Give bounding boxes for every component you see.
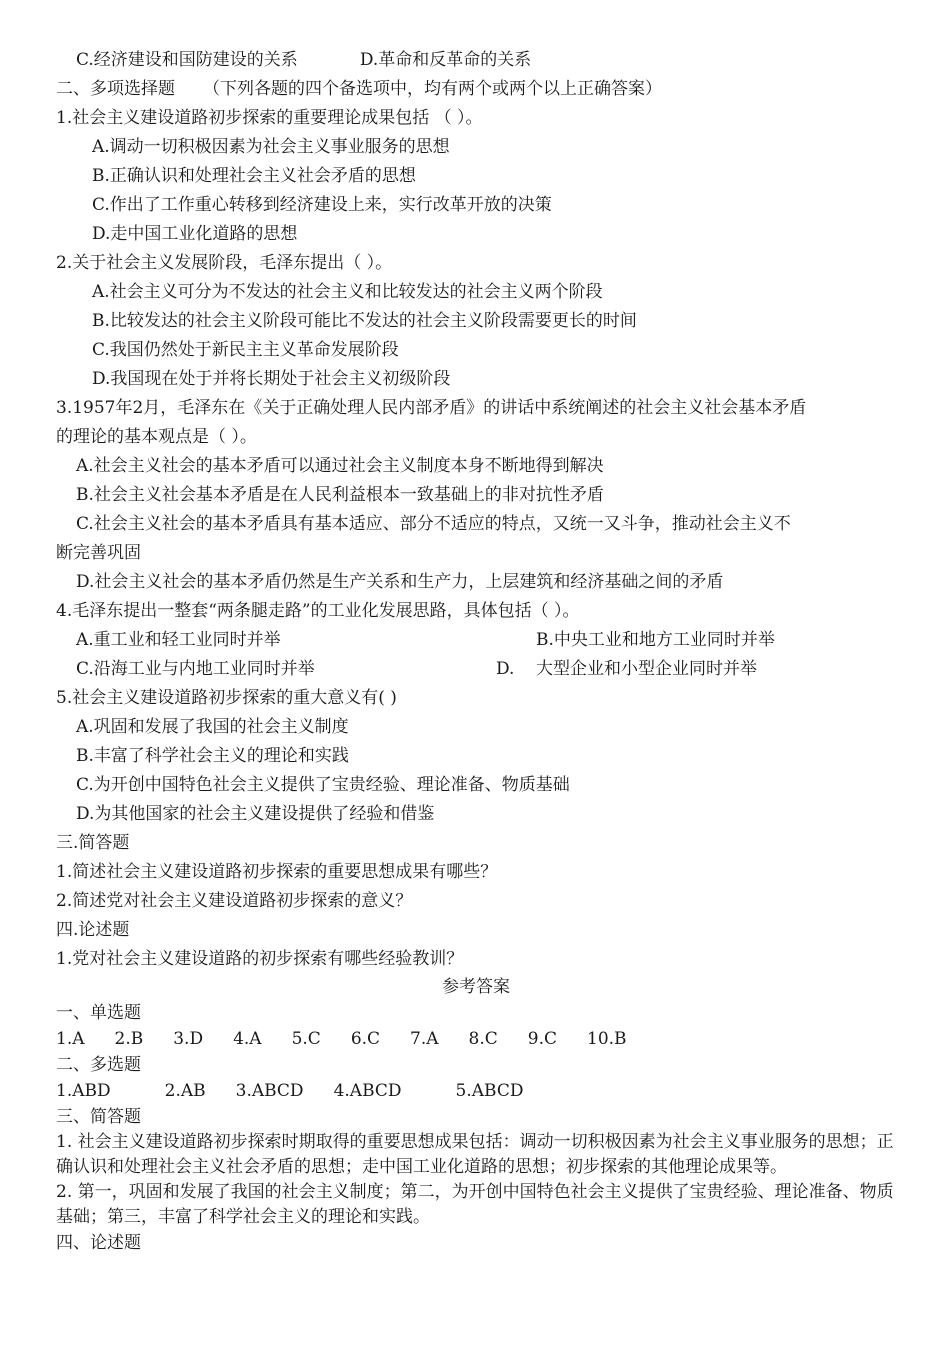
answer-item: 1.ABD bbox=[56, 1081, 111, 1101]
answers-essay-heading: 四、论述题 bbox=[56, 1233, 141, 1253]
question-option: C.我国仍然处于新民主主义革命发展阶段 bbox=[92, 340, 399, 360]
question-stem: 5.社会主义建设道路初步探索的重大意义有( ) bbox=[56, 688, 397, 708]
answer-item: 10.B bbox=[587, 1029, 627, 1049]
question-option: B.丰富了科学社会主义的理论和实践 bbox=[76, 746, 349, 766]
section-short-answer-heading: 三.简答题 bbox=[56, 833, 130, 853]
section-essay-heading: 四.论述题 bbox=[56, 920, 130, 940]
question-option: D.走中国工业化道路的思想 bbox=[92, 224, 298, 244]
question-stem: 4.毛泽东提出一整套“两条腿走路”的工业化发展思路，具体包括（ ）。 bbox=[56, 601, 580, 621]
section-multi-choice-heading bbox=[56, 75, 896, 104]
answer-item: 3.ABCD bbox=[235, 1081, 304, 1101]
essay-question: 1.党对社会主义建设道路的初步探索有哪些经验教训？ bbox=[56, 949, 464, 969]
question-option: B.比较发达的社会主义阶段可能比不发达的社会主义阶段需要更长的时间 bbox=[92, 311, 637, 331]
answers-single-heading: 一、单选题 bbox=[56, 1003, 141, 1023]
answer-item: 5.C bbox=[291, 1029, 321, 1049]
question-option: C.为开创中国特色社会主义提供了宝贵经验、理论准备、物质基础 bbox=[76, 775, 570, 795]
question-option: A.社会主义可分为不发达的社会主义和比较发达的社会主义两个阶段 bbox=[92, 282, 603, 302]
short-answer-question: 2.简述党对社会主义建设道路初步探索的意义？ bbox=[56, 891, 413, 911]
answers-multi-heading: 二、多选题 bbox=[56, 1055, 141, 1075]
question-option: C.沿海工业与内地工业同时并举 bbox=[76, 659, 315, 679]
question-option: A.社会主义社会的基本矛盾可以通过社会主义制度本身不断地得到解决 bbox=[76, 456, 604, 476]
answer-item: 6.C bbox=[350, 1029, 381, 1049]
answer-item: 7.A bbox=[410, 1029, 439, 1049]
question-option-row bbox=[56, 655, 896, 684]
answer-item: 9.C bbox=[527, 1029, 558, 1049]
answers-single-list bbox=[56, 1026, 896, 1052]
answers-short-heading: 三、简答题 bbox=[56, 1107, 141, 1127]
question-option: B.社会主义社会基本矛盾是在人民利益根本一致基础上的非对抗性矛盾 bbox=[76, 485, 604, 505]
answer-item: 1.A bbox=[56, 1029, 85, 1049]
document-page bbox=[56, 46, 896, 1256]
question-option: A.调动一切积极因素为社会主义事业服务的思想 bbox=[92, 137, 450, 157]
answer-item: 8.C bbox=[468, 1029, 498, 1049]
option-d: D.革命和反革命的关系 bbox=[359, 50, 532, 70]
question-option: D.我国现在处于并将长期处于社会主义初级阶段 bbox=[92, 369, 451, 389]
prev-question-options-cd bbox=[56, 46, 896, 75]
answers-multi-list bbox=[56, 1078, 896, 1104]
question-option: C.社会主义社会的基本矛盾具有基本适应、部分不适应的特点，又统一又斗争，推动社会主义不 bbox=[76, 514, 791, 534]
question-stem: 1.社会主义建设道路初步探索的重要理论成果包括 （ ）。 bbox=[56, 108, 483, 128]
option-c: C.经济建设和国防建设的关系 bbox=[76, 50, 298, 70]
question-option: D.社会主义社会的基本矛盾仍然是生产关系和生产力，上层建筑和经济基础之间的矛盾 bbox=[76, 572, 724, 592]
answer-item: 4.ABCD bbox=[333, 1081, 402, 1101]
answer-item: 5.ABCD bbox=[455, 1081, 524, 1101]
answer-paragraph: 1. 社会主义建设道路初步探索时期取得的重要思想成果包括：调动一切积极因素为社会主义事业服务的思想；正确认识和处理社会主义社会矛盾的思想；走中国工业化道路的思想；初步探索的其他理论成果等。 bbox=[56, 1132, 894, 1177]
answer-item: 4.A bbox=[233, 1029, 262, 1049]
section-note: （下列各题的四个备选项中，均有两个或两个以上正确答案） bbox=[203, 79, 662, 99]
question-option: B.中央工业和地方工业同时并举 bbox=[536, 630, 775, 650]
question-option-continued: 断完善巩固 bbox=[56, 543, 141, 563]
answer-item: 2.AB bbox=[164, 1081, 206, 1101]
question-option: C.作出了工作重心转移到经济建设上来，实行改革开放的决策 bbox=[92, 195, 552, 215]
question-option: A.巩固和发展了我国的社会主义制度 bbox=[76, 717, 349, 737]
answers-title: 参考答案 bbox=[442, 977, 510, 997]
question-option: D.为其他国家的社会主义建设提供了经验和借鉴 bbox=[76, 804, 435, 824]
question-stem: 3.1957年2月，毛泽东在《关于正确处理人民内部矛盾》的讲话中系统阐述的社会主义社会基本矛盾 bbox=[56, 398, 807, 418]
answer-item: 2.B bbox=[114, 1029, 144, 1049]
section-title: 二、多项选择题 bbox=[56, 79, 175, 99]
question-option: A.重工业和轻工业同时并举 bbox=[76, 630, 281, 650]
question-option: D. 大型企业和小型企业同时并举 bbox=[496, 659, 758, 679]
answer-item: 3.D bbox=[173, 1029, 204, 1049]
question-option: B.正确认识和处理社会主义社会矛盾的思想 bbox=[92, 166, 416, 186]
question-option-row bbox=[56, 626, 896, 655]
question-stem: 2.关于社会主义发展阶段，毛泽东提出（ ）。 bbox=[56, 253, 393, 273]
question-stem-continued: 的理论的基本观点是（ ）。 bbox=[56, 427, 257, 447]
answer-paragraph: 2. 第一，巩固和发展了我国的社会主义制度；第二，为开创中国特色社会主义提供了宝贵经验、理论准备、物质基础；第三，丰富了科学社会主义的理论和实践。 bbox=[56, 1182, 894, 1227]
short-answer-question: 1.简述社会主义建设道路初步探索的重要思想成果有哪些？ bbox=[56, 862, 498, 882]
